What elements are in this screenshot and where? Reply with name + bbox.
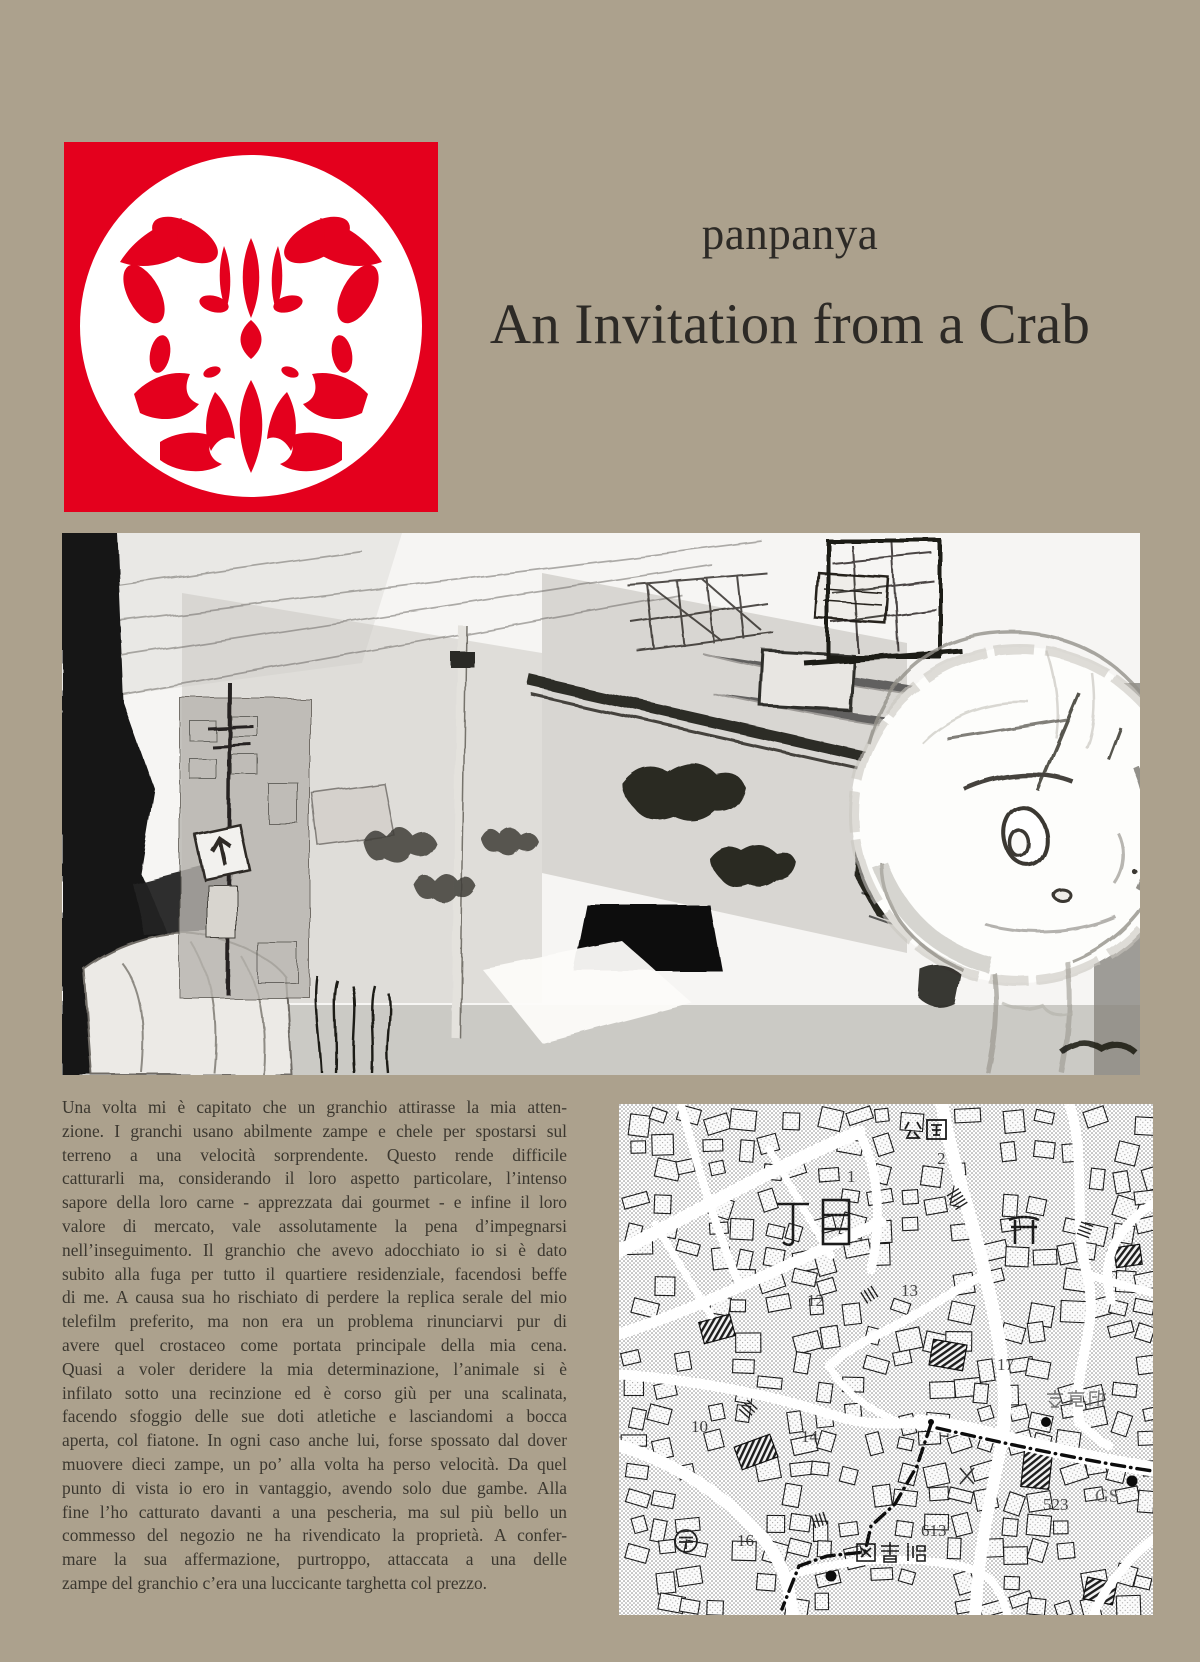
publisher-logo: [64, 142, 438, 512]
map-label-14: 14: [801, 1427, 818, 1446]
author-name: panpanya: [701, 209, 879, 259]
text-line: punto di vista io ero in vantaggio, avendo solo due gambe. Alla: [62, 1477, 567, 1498]
street-illustration: [62, 533, 1140, 1075]
pole-transformer: [450, 651, 474, 667]
text-line: di me. A causa sua ho rischiato di perdere la replica serale del mio: [62, 1287, 567, 1308]
text-line: muovere dieci zampe, un po’ alla volta ha perso velocità. Da quel: [62, 1453, 567, 1474]
map-label-2: 2: [937, 1149, 946, 1168]
neighborhood-map: [619, 1104, 1153, 1615]
map-label-10: 10: [691, 1417, 708, 1436]
map-label-12: 12: [807, 1291, 824, 1310]
logo-emblem: [64, 142, 438, 512]
pupil: [1010, 830, 1028, 856]
text-line: avere quel crostaceo come portata principale della mia cena.: [62, 1334, 567, 1355]
map-label-613: 613: [921, 1521, 947, 1540]
text-line: terreno a una velocità sorprendente. Questo rende difficile: [62, 1144, 567, 1165]
character-head: [852, 632, 1140, 983]
text-line: fine l’ho catturato davanti a una pescheria, ma sul più bello un: [62, 1501, 567, 1522]
text-line: infilato sotto una recinzione ed è corso giù per una scalinata,: [62, 1382, 567, 1403]
map-label-gs: GS: [1095, 1486, 1120, 1507]
text-line: Quasi a voler deridere la mia determinazione, l’animale si è: [62, 1358, 567, 1379]
text-line: commesso del negozio ne ha rivendicato la proprietà. A confer-: [62, 1525, 567, 1546]
text-line: mare la sua affermazione, purtroppo, attaccata a una delle: [62, 1549, 567, 1570]
mouth: [1056, 892, 1073, 903]
map-label-16: 16: [737, 1531, 754, 1550]
text-line: aperta, col fiatone. In ogni caso anche lui, forse spossato dal dover: [62, 1430, 567, 1451]
text-line: telefilm preferito, ma non era un problema rinunciarvi pur di: [62, 1311, 567, 1332]
map-label-17: 17: [997, 1355, 1014, 1374]
text-line: valore di mercato, vale assolutamente la pena d’impegnarsi: [62, 1215, 567, 1236]
text-line: zampe del granchio c’era una luccicante targhetta col prezzo.: [62, 1572, 488, 1593]
arrow-street-sign: [195, 825, 250, 880]
small-sign: [208, 885, 236, 939]
text-line: subito alla fuga per tutto il quartiere residenziale, facendosi beffe: [62, 1263, 567, 1284]
map-label-523: 523: [1043, 1495, 1069, 1514]
map-label-1: 1: [847, 1167, 856, 1186]
text-line: nell’inseguimento. Il granchio che avevo adocchiato io si è dato: [62, 1239, 567, 1260]
body-text: [62, 1096, 567, 1596]
text-line: Una volta mi è capitato che un granchio attirasse la mia atten-: [62, 1097, 567, 1117]
text-line: zione. I granchi usano abilmente zampe e chele per spostarsi sul: [62, 1120, 567, 1141]
map-label-13: 13: [901, 1281, 918, 1300]
text-line: facendo sfoggio delle sue doti atletiche e lasciandomi a bocca: [62, 1406, 567, 1427]
text-line: catturarli ma, considerando il loro aspetto particolare, l’intenso: [62, 1168, 567, 1189]
beauty-mark: [1131, 868, 1136, 873]
text-line: sapore della loro carne - apprezzata dai gourmet - e infine il loro: [62, 1192, 567, 1213]
book-title: An Invitation from a Crab: [489, 293, 1091, 356]
